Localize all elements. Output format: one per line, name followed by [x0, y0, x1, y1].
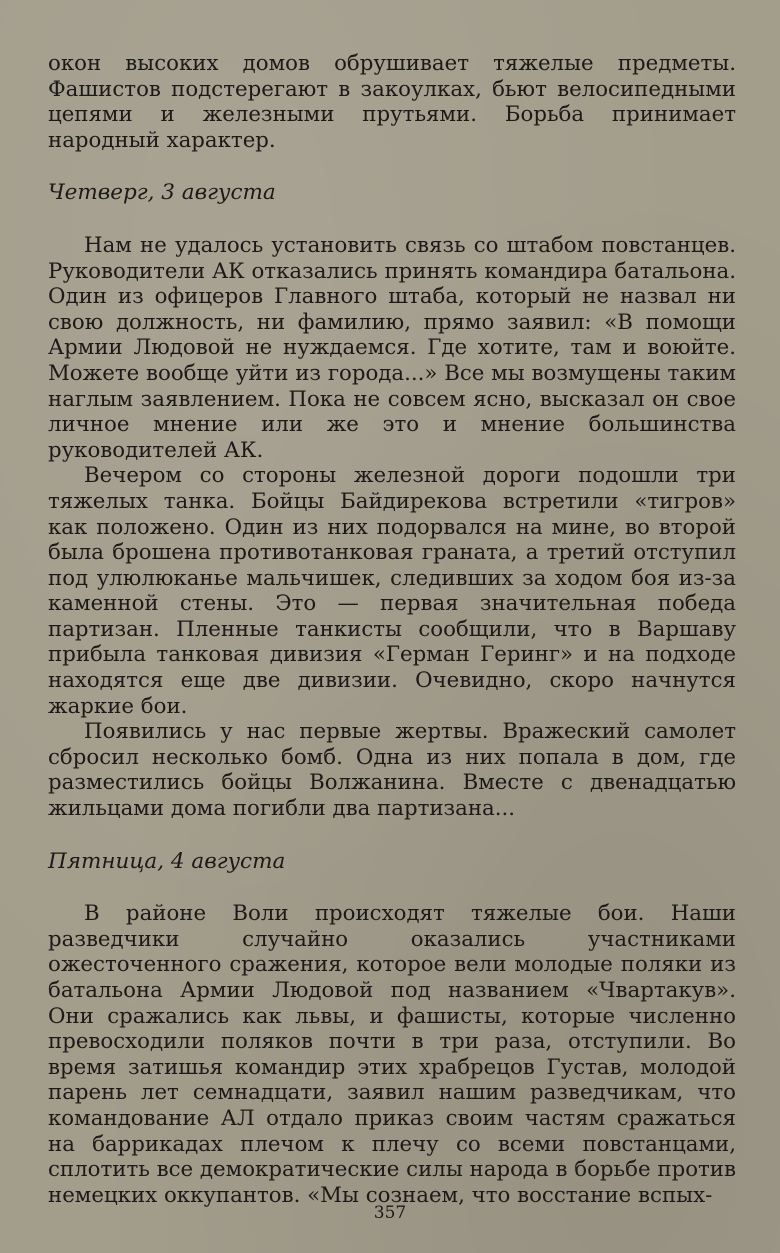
- paragraph: Появились у нас первые жертвы. Вражеский самолет сбросил несколько бомб. Одна из них попала в дом, где разместились бойцы Волжанина. Вместе с двенадцатью жильцами дома погибли два партизана...: [48, 719, 736, 822]
- opening-paragraph: окон высоких домов обрушивает тяжелые предметы. Фашистов подстерегают в закоулках, бьют велосипедными цепями и железными прутьями. Борьба принимает народный характер.: [48, 51, 736, 153]
- paragraph: Нам не удалось установить связь со штабом повстанцев. Руководители АК отказались принять командира батальона. Один из офицеров Главного штаба, который не назвал ни свою должность, ни фамилию, прямо заявил: «В помощи Армии Людовой не нуждаемся. Где хотите, там и воюйте. Можете вообще уйти из города...» Все мы возмущены таким наглым заявлением. Пока не совсем ясно, высказал он свое личное мнение или же это и мнение большинства руководителей АК.: [48, 232, 736, 463]
- paragraph: Вечером со стороны железной дороги подошли три тяжелых танка. Бойцы Байдирекова встретили «тигров» как положено. Один из них подорвался на мине, во второй была брошена противотанковая граната, а третий отступил под улюлюканье мальчишек, следивших за ходом боя из-за каменной стены. Это — первая значительная победа партизан. Пленные танкисты сообщили, что в Варшаву прибыла танковая дивизия «Герман Геринг» и на подходе находятся еще две дивизии. Очевидно, скоро начнутся жаркие бои.: [48, 463, 736, 719]
- page-number: 357: [373, 1203, 407, 1223]
- section-heading-thursday: Четверг, 3 августа: [48, 180, 276, 206]
- section-heading-friday: Пятница, 4 августа: [48, 848, 286, 874]
- book-page: [48, 51, 736, 1208]
- paragraph: В районе Воли происходят тяжелые бои. Наши разведчики случайно оказались участниками ожесточенного сражения, которое вели молодые поляки из батальона Армии Людовой под названием «Чвартакув». Они сражались как львы, и фашисты, которые численно превосходили поляков почти в три раза, отступили. Во время затишья командир этих храбрецов Густав, молодой парень лет семнадцати, заявил нашим разведчикам, что командование АЛ отдало приказ своим частям сражаться на баррикадах плечом к плечу со всеми повстанцами, сплотить все демократические силы народа в борьбе против немецких оккупантов. «Мы сознаем, что восстание вспых-: [48, 901, 736, 1208]
